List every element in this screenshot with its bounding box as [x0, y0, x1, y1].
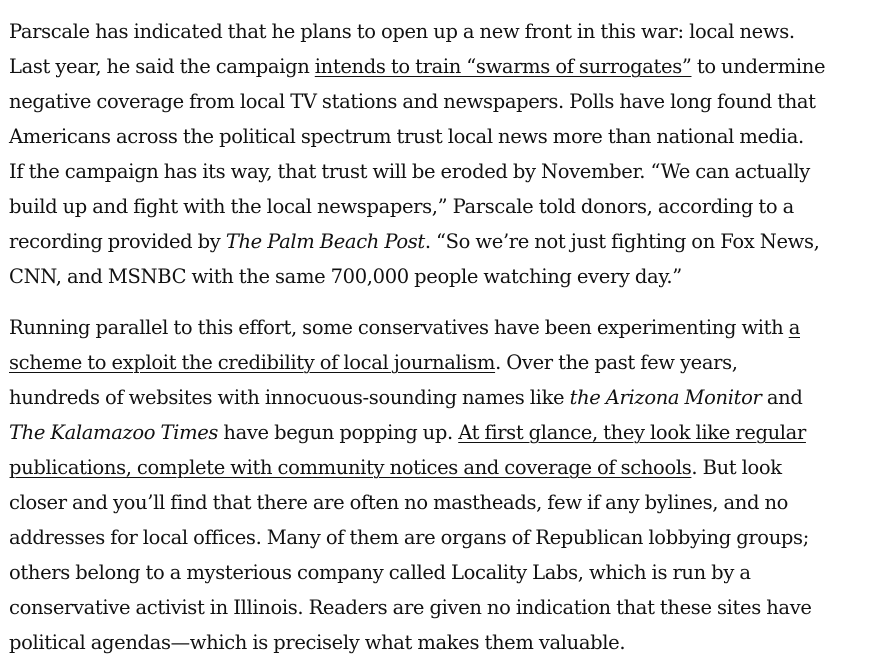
- text-line: [9, 520, 875, 555]
- text-run: hundreds of websites with innocuous-sounding names like: [9, 386, 570, 409]
- text-line: [9, 450, 875, 485]
- text-run: Last year, he said the campaign: [9, 55, 315, 78]
- text-run: build up and fight with the local newspapers,” Parscale told donors, according to a: [9, 195, 794, 218]
- link-first-glance-regular-publications[interactable]: At first glance, they look like regular: [458, 421, 806, 444]
- link-first-glance-regular-publications[interactable]: publications, complete with community notices and coverage of schools: [9, 456, 692, 479]
- text-line: [9, 84, 875, 119]
- text-line: [9, 189, 875, 224]
- text-run: Running parallel to this effort, some conservatives have been experimenting with: [9, 316, 789, 339]
- text-line: [9, 590, 875, 625]
- article-body: [9, 14, 875, 660]
- text-run: to undermine: [691, 55, 826, 78]
- text-run: If the campaign has its way, that trust will be eroded by November. “We can actually: [9, 160, 810, 183]
- text-run: . Over the past few years,: [495, 351, 738, 374]
- text-run: . “So we’re not just fighting on Fox News,: [424, 230, 820, 253]
- link-scheme-local-journalism[interactable]: scheme to exploit the credibility of local journalism: [9, 351, 496, 374]
- text-run: negative coverage from local TV stations and newspapers. Polls have long found that: [9, 90, 816, 113]
- text-line: [9, 625, 875, 660]
- paragraph-parscale-local-news: [9, 14, 875, 294]
- text-run: CNN, and MSNBC with the same 700,000 people watching every day.”: [9, 265, 682, 288]
- text-run: closer and you’ll find that there are often no mastheads, few if any bylines, and no: [9, 491, 789, 514]
- publication-name-italic: The Kalamazoo Times: [9, 421, 219, 444]
- publication-name-italic: The Palm Beach Post: [225, 230, 425, 253]
- text-run: others belong to a mysterious company called Locality Labs, which is run by a: [9, 561, 751, 584]
- text-line: [9, 224, 875, 259]
- text-line: [9, 14, 875, 49]
- publication-name-italic: the Arizona Monitor: [569, 386, 762, 409]
- text-line: [9, 310, 875, 345]
- text-line: [9, 555, 875, 590]
- text-run: and: [761, 386, 803, 409]
- text-run: recording provided by: [9, 230, 226, 253]
- text-run: have begun popping up.: [218, 421, 459, 444]
- paragraph-local-journalism-scheme: [9, 310, 875, 660]
- text-line: [9, 345, 875, 380]
- text-run: . But look: [691, 456, 782, 479]
- text-line: [9, 259, 875, 294]
- text-run: Americans across the political spectrum trust local news more than national media.: [9, 125, 804, 148]
- text-line: [9, 49, 875, 84]
- text-run: addresses for local offices. Many of them are organs of Republican lobbying groups;: [9, 526, 809, 549]
- text-line: [9, 154, 875, 189]
- text-run: Parscale has indicated that he plans to open up a new front in this war: local news.: [9, 20, 795, 43]
- text-run: conservative activist in Illinois. Readers are given no indication that these sites have: [9, 596, 812, 619]
- text-run: political agendas—which is precisely what makes them valuable.: [9, 631, 626, 654]
- text-line: [9, 485, 875, 520]
- text-line: [9, 119, 875, 154]
- text-line: [9, 415, 875, 450]
- link-scheme-local-journalism[interactable]: a: [788, 316, 800, 339]
- text-line: [9, 380, 875, 415]
- link-swarms-of-surrogates[interactable]: intends to train “swarms of surrogates”: [314, 55, 692, 78]
